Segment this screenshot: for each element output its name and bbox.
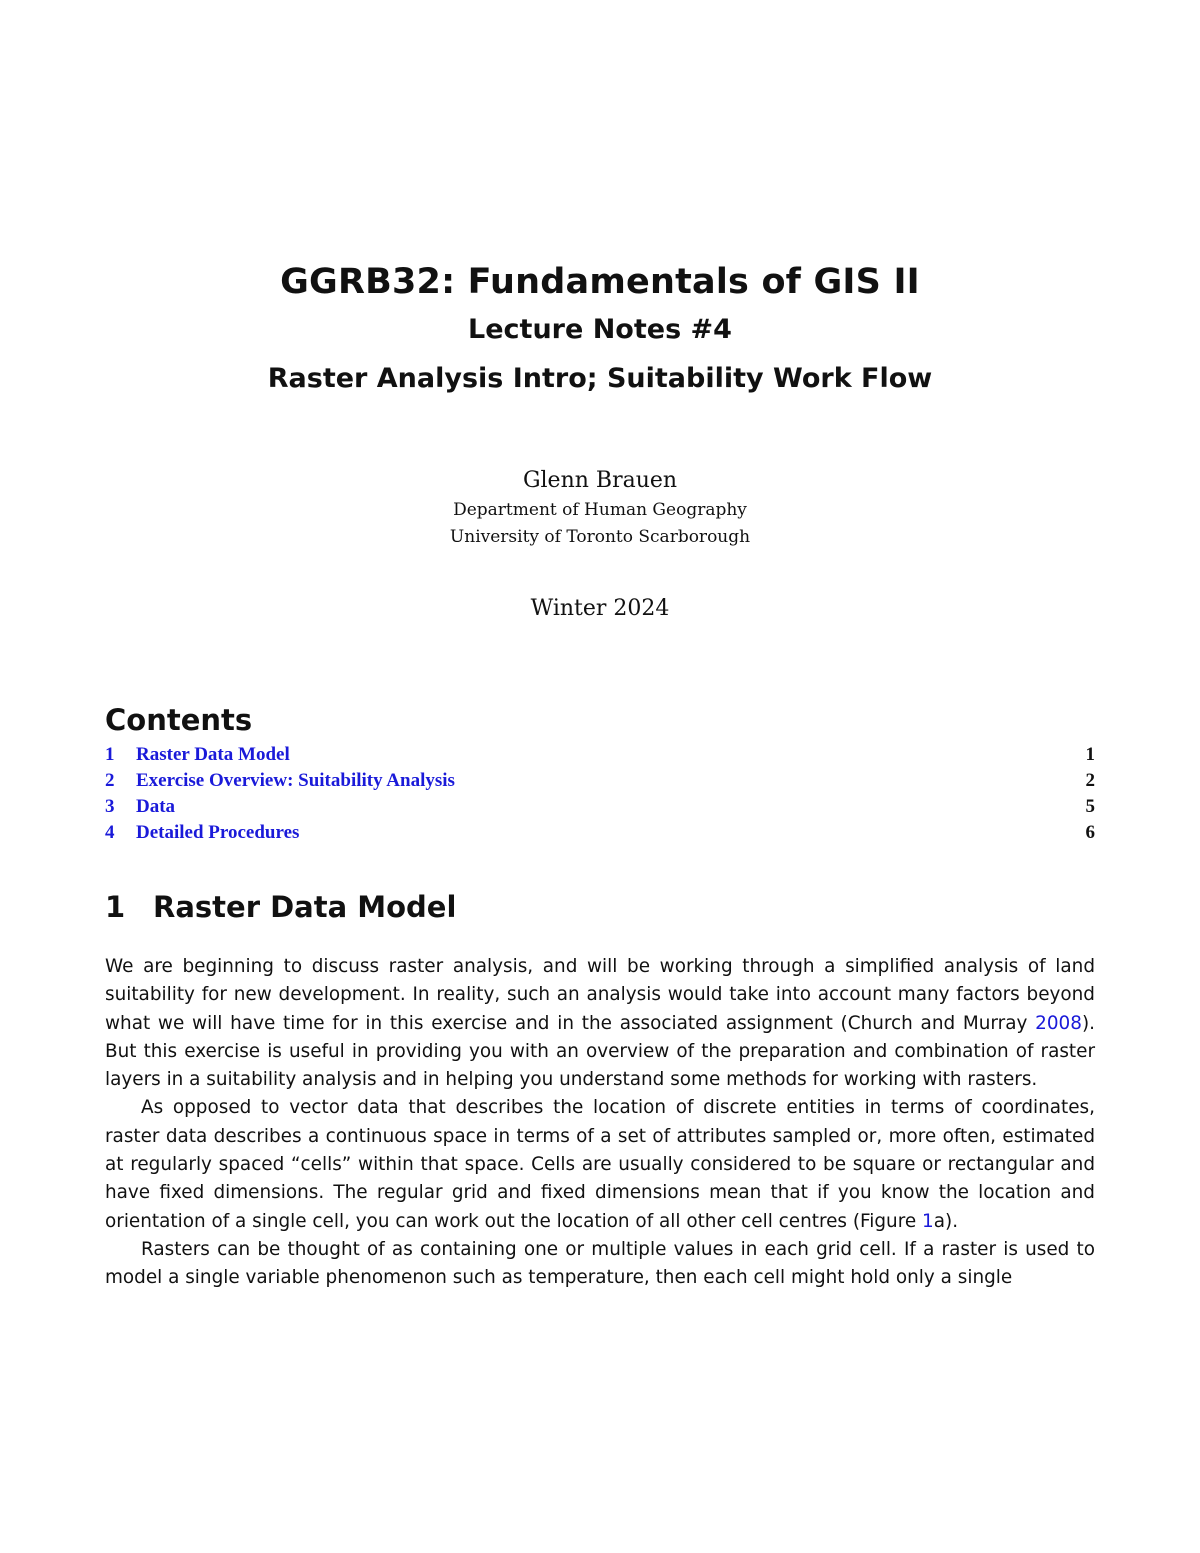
document-subtitle-topic: Raster Analysis Intro; Suitability Work Flow — [267, 363, 933, 394]
toc-item[interactable] — [105, 770, 1095, 796]
document-subtitle-lecture: Lecture Notes #4 — [468, 314, 732, 345]
toc-item-link-raster-data-model[interactable]: Raster Data Model — [136, 744, 290, 765]
toc-item-number[interactable]: 1 — [105, 744, 115, 765]
paragraph-text: ). But this exercise is useful in providing you with an overview of the preparation and combination of raster layers in a suitability analysis and in helping you understand some methods for working with rasters. — [105, 1012, 1095, 1091]
contents-heading: Contents — [105, 703, 253, 737]
paragraph-text: We are beginning to discuss raster analysis, and will be working through a simplified analysis of land suitability for new development. In reality, such an analysis would take into account many factors beyond what we will have time for in this exercise and in the associated assignment (Church and Murray — [105, 956, 1095, 1034]
toc-item-page: 2 — [1085, 770, 1095, 791]
figure-reference-link[interactable]: 1 — [922, 1210, 934, 1232]
author-name: Glenn Brauen — [522, 468, 678, 493]
paragraph — [105, 1094, 1095, 1235]
toc-item[interactable] — [105, 744, 1095, 770]
section-title: Raster Data Model — [153, 890, 457, 924]
toc-item-page: 5 — [1085, 796, 1095, 817]
toc-item-page: 6 — [1085, 822, 1095, 843]
paragraph — [105, 953, 1095, 1094]
citation-link[interactable]: 2008 — [1035, 1012, 1082, 1034]
author-university: University of Toronto Scarborough — [449, 527, 751, 547]
toc-item-page: 1 — [1085, 744, 1095, 765]
author-department: Department of Human Geography — [453, 500, 747, 520]
paragraph-text: As opposed to vector data that describes the location of discrete entities in terms of coordinates, raster data describes a continuous space in terms of a set of attributes sampled or, more often, estimated at regularly spaced “cells” within that space. Cells are usually considered to be square or rectangular and have fixed dimensions. The regular grid and fixed dimensions mean that if you know the location and orientation of a single cell, you can work out the location of all other cell centres (Figure — [105, 1097, 1095, 1232]
section-heading — [105, 890, 456, 924]
paragraph-text: a). — [933, 1210, 959, 1232]
toc-item-link-exercise-overview[interactable]: Exercise Overview: Suitability Analysis — [136, 770, 455, 791]
paragraph: Rasters can be thought of as containing one or multiple values in each grid cell. If a raster is used to model a single variable phenomenon such as temperature, then each cell might hold only a single — [105, 1238, 1095, 1289]
document-title: GGRB32: Fundamentals of GIS II — [280, 262, 920, 302]
toc-item[interactable] — [105, 822, 1095, 848]
section-body — [105, 953, 1095, 1293]
toc-item-number[interactable]: 4 — [105, 822, 115, 843]
document-date: Winter 2024 — [530, 596, 670, 621]
toc-item-number[interactable]: 2 — [105, 770, 115, 791]
toc-item-number[interactable]: 3 — [105, 796, 115, 817]
toc-item-link-data[interactable]: Data — [136, 796, 176, 817]
toc-item-link-detailed-procedures[interactable]: Detailed Procedures — [136, 822, 300, 843]
table-of-contents — [105, 744, 1095, 848]
toc-item[interactable] — [105, 796, 1095, 822]
section-number: 1 — [105, 890, 126, 924]
